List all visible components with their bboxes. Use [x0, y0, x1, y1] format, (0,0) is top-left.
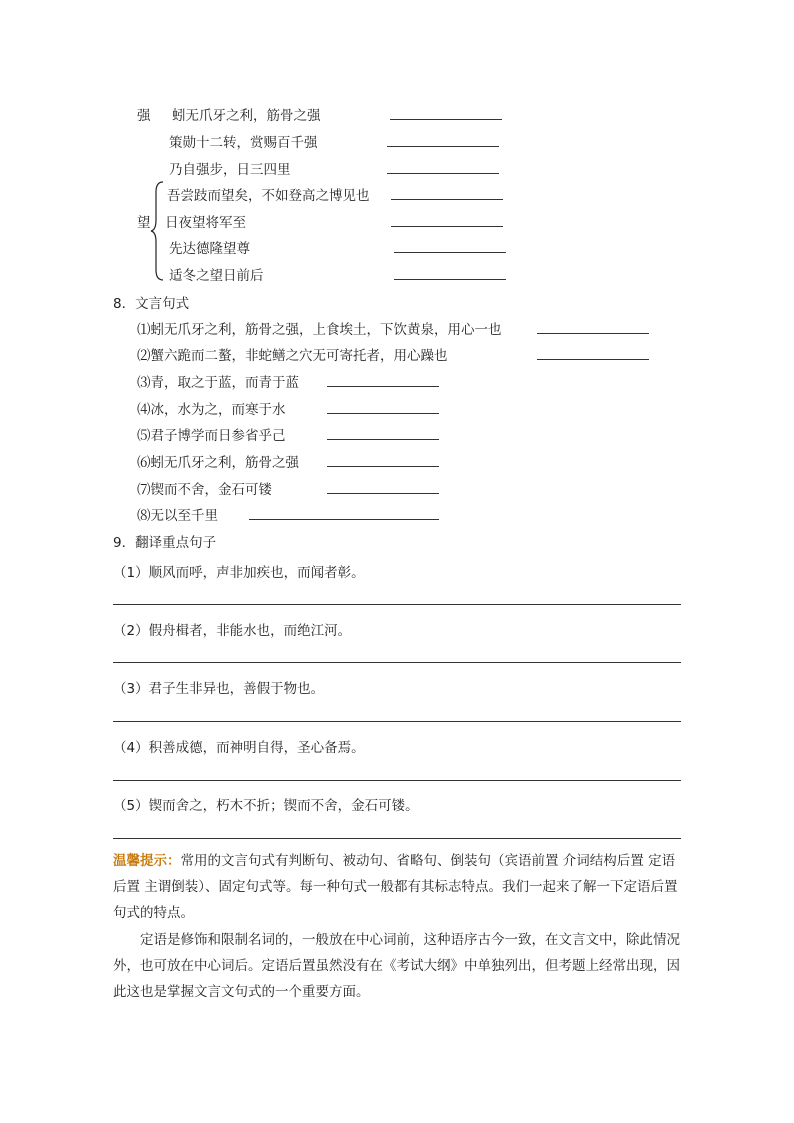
tip-text: 常用的文言句式有判断句、被动句、省略句、倒装句（宾语前置 介词结构后置 定语后置 主谓倒装）、固定句式等。每一种句式一般都有其标志特点。我们一起来了解一下定语后置句式的特点。: [113, 853, 678, 921]
wang-item-2: 日夜望将军至: [165, 215, 246, 231]
qiang-char: 强: [137, 108, 151, 124]
translate-item: （2）假舟楫者，非能水也，而绝江河。: [113, 623, 352, 639]
translate-item: （4）积善成德，而神明自得，圣心备焉。: [113, 740, 365, 756]
sentence-item: ⑷冰，水为之，而寒于水: [137, 402, 286, 418]
translate-item: （5）锲而舍之，朽木不折；锲而不舍，金石可镂。: [113, 798, 419, 814]
wang-item-1: 吾尝跂而望矣，不如登高之博见也: [167, 188, 370, 204]
answer-blank[interactable]: [390, 119, 502, 120]
sentence-item: ⑵蟹六跪而二螯，非蛇鳝之穴无可寄托者，用心躁也: [137, 348, 448, 364]
wang-char: 望: [137, 215, 151, 231]
sentence-item: ⑶青，取之于蓝，而青于蓝: [137, 375, 299, 391]
answer-line[interactable]: [113, 838, 681, 839]
translate-item: （1）顺风而呼，声非加疾也，而闻者彰。: [113, 565, 365, 581]
wang-item-4: 适冬之望日前后: [169, 268, 264, 284]
answer-line[interactable]: [113, 721, 681, 722]
answer-blank[interactable]: [387, 146, 499, 147]
translate-item: （3）君子生非异也，善假于物也。: [113, 681, 325, 697]
sentence-item: ⑹蚓无爪牙之利，筋骨之强: [137, 455, 299, 471]
qiang-item-1: 蚓无爪牙之利，筋骨之强: [172, 108, 321, 124]
qiang-item-3: 乃自强步，日三四里: [169, 162, 291, 178]
answer-blank[interactable]: [394, 252, 506, 253]
answer-blank[interactable]: [327, 466, 439, 467]
answer-line[interactable]: [113, 604, 681, 605]
section-8-title: 8．文言句式: [113, 296, 190, 312]
sentence-item: ⑺锲而不舍，金石可镂: [137, 482, 272, 498]
answer-blank[interactable]: [249, 519, 439, 520]
tip-paragraph-2: 定语是修饰和限制名词的，一般放在中心词前，这种语序古今一致，在文言文中，除此情况外，也可放在中心词后。定语后置虽然没有在《考试大纲》中单独列出，但考题上经常出现，因此这也是掌握文言文句式的一个重要方面。: [113, 932, 680, 1000]
wang-item-3: 先达德隆望尊: [169, 241, 250, 257]
answer-line[interactable]: [113, 780, 681, 781]
answer-blank[interactable]: [327, 439, 439, 440]
sentence-item: ⑸君子博学而日参省乎己: [137, 428, 286, 444]
tip-paragraph: [113, 848, 685, 926]
answer-blank[interactable]: [327, 413, 439, 414]
qiang-item-2: 策勋十二转，赏赐百千强: [169, 135, 318, 151]
brace-icon: [149, 180, 167, 282]
sentence-item: ⑻无以至千里: [137, 508, 218, 524]
answer-blank[interactable]: [391, 199, 503, 200]
answer-line[interactable]: [113, 662, 681, 663]
answer-blank[interactable]: [391, 226, 503, 227]
answer-blank[interactable]: [537, 359, 649, 360]
answer-blank[interactable]: [327, 493, 439, 494]
section-9-title: 9．翻译重点句子: [113, 535, 217, 551]
answer-blank[interactable]: [394, 279, 506, 280]
answer-blank[interactable]: [387, 173, 499, 174]
answer-blank[interactable]: [327, 386, 439, 387]
sentence-item: ⑴蚓无爪牙之利，筋骨之强，上食埃土，下饮黄泉，用心一也: [137, 322, 502, 338]
answer-blank[interactable]: [537, 333, 649, 334]
tip-label: 温馨提示：: [113, 853, 181, 869]
